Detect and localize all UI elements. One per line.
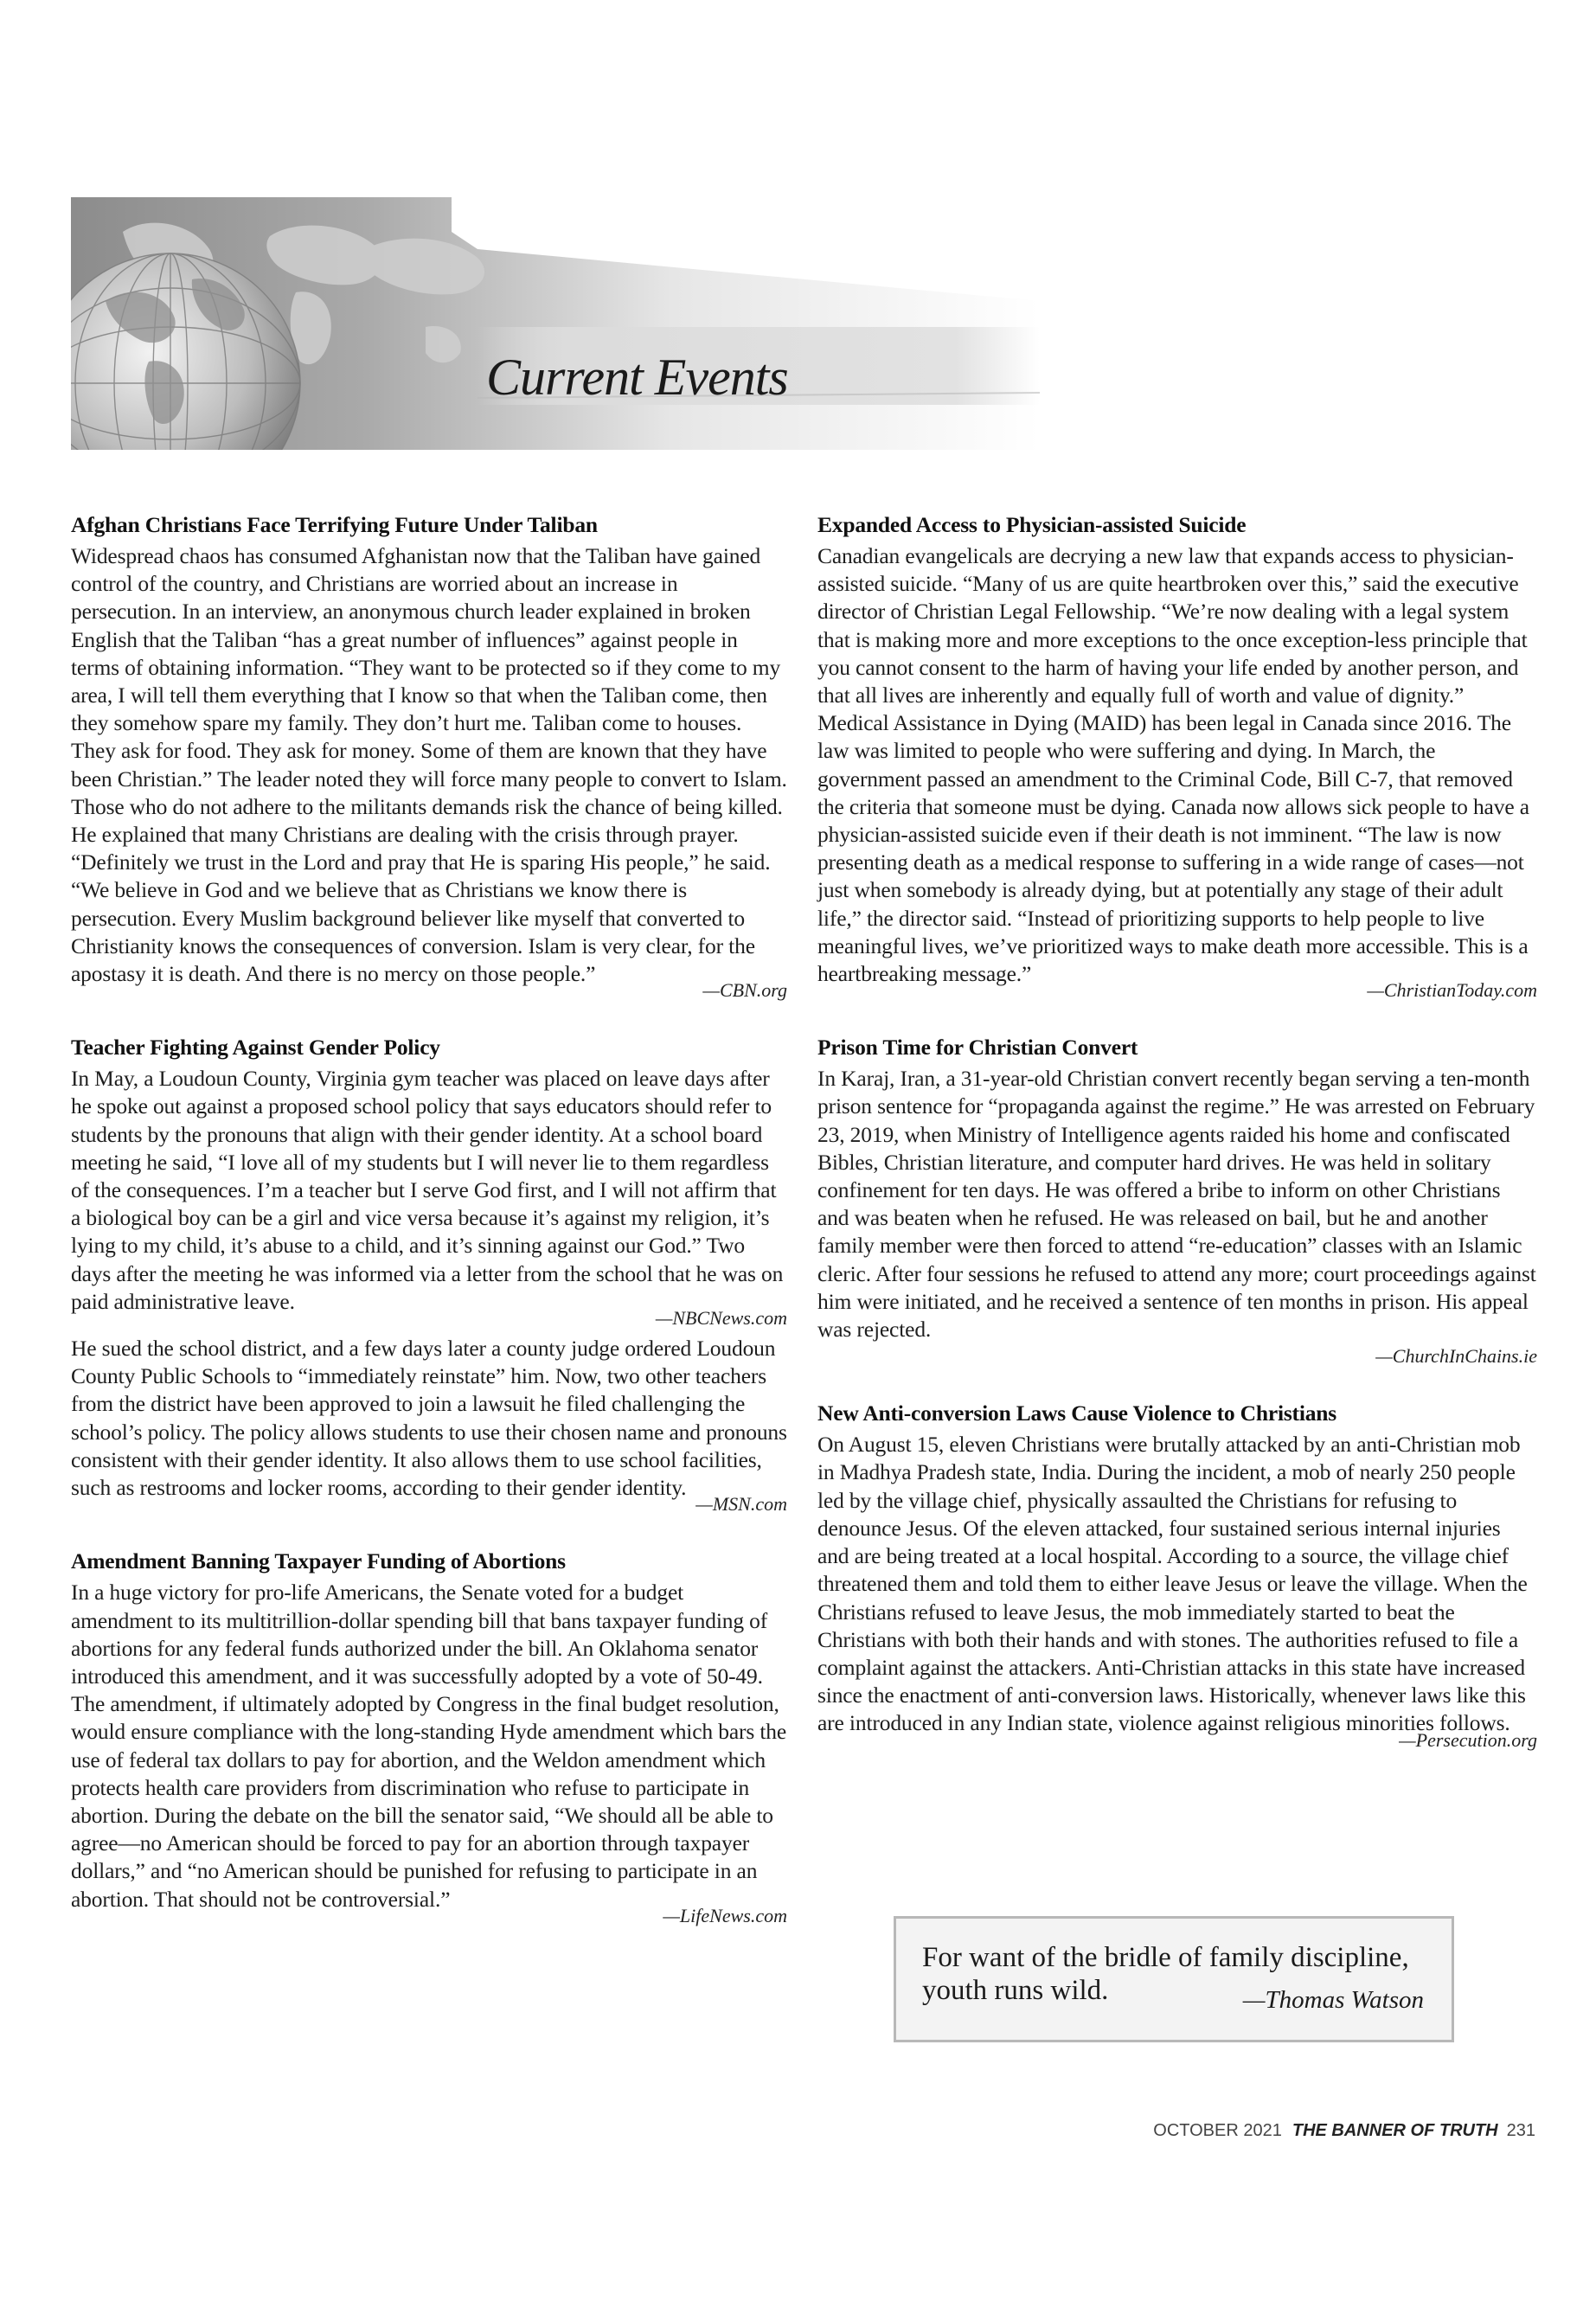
article-physician-assisted-suicide: [817, 510, 1537, 1002]
article-body: On August 15, eleven Christians were brutally attacked by an anti-Christian mob in Madhya Pradesh state, India. During the incident, a mob of nearly 250 people led by the village chief, physically assaulted the Christians for refusing to denounce Jesus. Of the eleven attacked, four sustained serious internal injuries and are being treated at a local hospital. According to a source, the village chief threatened them and told them to either leave Jesus or leave the village. When the Christians refused to leave Jesus, the mob immediately started to beat the Christians with both their hands and with stones. The authorities refused to file a complaint against the attackers. Anti-Christian attacks in this state have increased since the enactment of anti-conversion laws. Historically, whenever laws like this are introduced in any Indian state, violence against religious minorities follows.: [817, 1432, 1528, 1736]
article-source: —ChurchInChains.ie: [1375, 1345, 1537, 1368]
article-body: Canadian evangelicals are decrying a new law that expands access to physician-assisted suicide. “Many of us are quite heartbroken over this,” said the executive director of Christian Legal Fellowship. “We’re now dealing with a legal system that is making more and more exceptions to the once exception-less principle that you cannot consent to the harm of having your life ended by another person, and that all lives are inherently and equally full of worth and value of dignity.” Medical Assistance in Dying (MAID) has been legal in Canada since 2016. The law was limited to people who were suffering and dying. In March, the government passed an amendment to the Criminal Code, Bill C-7, that removed the criteria that someone must be dying. Canada now allows sick people to have a physician-assisted suicide even if their death is not imminent. “The law is now presenting death as a medical response to suffering in a wide range of cases—not just when somebody is already dying, but at potentially any stage of their adult life,” the director said. “Instead of prioritizing supports to help people to live meaningful lives, we’ve prioritized ways to make death more accessible. This is a heartbreaking message.”: [817, 543, 1529, 987]
article-headline: Expanded Access to Physician-assisted Suicide: [817, 512, 1247, 537]
article-body: Widespread chaos has consumed Afghanistan now that the Taliban have gained control of the country, and Christians are worried about an increase in persecution. In an interview, an anonymous church leader explained in broken English that the Taliban “has a great number of influences” against people in terms of obtaining information. “They want to be protected so if they come to my area, I will tell them everything that I know so that when the Taliban come, then they somehow spare my family. They don’t hurt me. Taliban come to houses. They ask for food. They ask for money. Some of them are known that they have been Christian.” The leader noted they will force many people to convert to Islam. Those who do not adhere to the militants demands risk the chance of being killed. He explained that many Christians are dealing with the crisis through prayer. “Definitely we trust in the Lord and pray that He is sparing His people,” he said. “We believe in God and we believe that as Christians we know there is persecution. Every Muslim background believer like myself that converted to Christianity knows the consequences of conversion. Islam is very clear, for the apostasy it is death. And there is no mercy on those people.”: [71, 543, 787, 987]
article-body: In Karaj, Iran, a 31-year-old Christian convert recently began serving a ten-month prison sentence for “propaganda against the regime.” He was arrested on February 23, 2019, when Ministry of Intelligence agents raided his home and confiscated Bibles, Christian literature, and computer hard drives. He was held in solitary confinement for ten days. He was offered a bribe to inform on other Christians and was beaten when he refused. He was released on bail, but he and another family member were then forced to attend “re-education” classes with an Islamic cleric. After four sessions he refused to attend any more; court proceedings against him were initiated, and he received a sentence of ten months in prison. His appeal was rejected.: [817, 1066, 1536, 1343]
article-body: In a huge victory for pro-life Americans, the Senate voted for a budget amendment to its multitrillion-dollar spending bill that bans taxpayer funding of abortions for any federal funds authorized under the bill. An Oklahoma senator introduced this amendment, and it was successfully adopted by a vote of 50-49. The amendment, if ultimately adopted by Congress in the final budget resolution, would ensure compliance with the long-standing Hyde amendment which bars the use of federal tax dollars to pay for abortion, and the Weldon amendment which protects health care providers from discrimination who refuse to participate in abortion. During the debate on the bill the senator said, “We should all be able to agree—no American should be forced to pay for an abortion through taxpayer dollars,” and “no American should be punished for refusing to participate in an abortion. That should not be controversial.”: [71, 1580, 787, 1912]
footer-issue-date: OCTOBER 2021: [1153, 2121, 1282, 2140]
right-column: [817, 510, 1537, 1783]
article-anti-conversion-laws: [817, 1399, 1537, 1751]
article-source: —LifeNews.com: [663, 1904, 787, 1926]
section-title: Current Events: [486, 349, 788, 406]
article-afghan-christians: [71, 510, 787, 1002]
article-source: —MSN.com: [695, 1493, 787, 1516]
article-headline: Afghan Christians Face Terrifying Future Under Taliban: [71, 512, 598, 537]
page-number: 231: [1506, 2121, 1535, 2140]
article-body-continuation: He sued the school district, and a few days later a county judge ordered Loudoun County Public Schools to “immediately reinstate” him. Now, two other teachers from the district have been approved to join a lawsuit he filed challenging the school’s policy. The policy allows students to use their chosen name and pronouns consistent with their gender identity. It also allows them to use school facilities, such as restrooms and locker rooms, according to their gender identity.: [71, 1336, 787, 1501]
article-headline: Amendment Banning Taxpayer Funding of Abortions: [71, 1548, 566, 1574]
globe-icon: [71, 197, 1040, 450]
left-column: [71, 510, 787, 1958]
pull-quote-box: [894, 1916, 1454, 2042]
article-source: —ChristianToday.com: [1367, 979, 1537, 1002]
article-source: —CBN.org: [702, 979, 787, 1002]
article-prison-convert: [817, 1033, 1537, 1368]
article-headline: Teacher Fighting Against Gender Policy: [71, 1035, 440, 1061]
footer-magazine-name: THE BANNER OF TRUTH: [1292, 2121, 1498, 2140]
quote-attribution: —Thomas Watson: [1242, 1986, 1424, 2014]
quote-text: For want of the bridle of family discipline, youth runs wild.: [922, 1942, 1409, 2006]
article-headline: New Anti-conversion Laws Cause Violence to Christians: [817, 1400, 1336, 1426]
article-body: In May, a Loudoun County, Virginia gym teacher was placed on leave days after he spoke out against a proposed school policy that says educators should refer to students by the pronouns that align with their gender identity. At a school board meeting he said, “I love all of my students but I will never lie to them regardless of the consequences. I’m a teacher but I serve God first, and I will not affirm that a biological boy can be a girl and vice versa because it’s against my religion, it’s lying to my child, it’s abuse to a child, and it’s sinning against our God.” Two days after the meeting he was informed via a letter from the school that he was on paid administrative leave.: [71, 1066, 784, 1314]
article-source: —NBCNews.com: [655, 1307, 787, 1330]
article-teacher-gender-policy: [71, 1033, 787, 1516]
article-headline: Prison Time for Christian Convert: [817, 1035, 1138, 1061]
article-taxpayer-abortion: [71, 1547, 787, 1926]
page-footer: [952, 2121, 1535, 2141]
article-source: —Persecution.org: [1399, 1728, 1537, 1751]
section-banner: [71, 197, 1040, 450]
